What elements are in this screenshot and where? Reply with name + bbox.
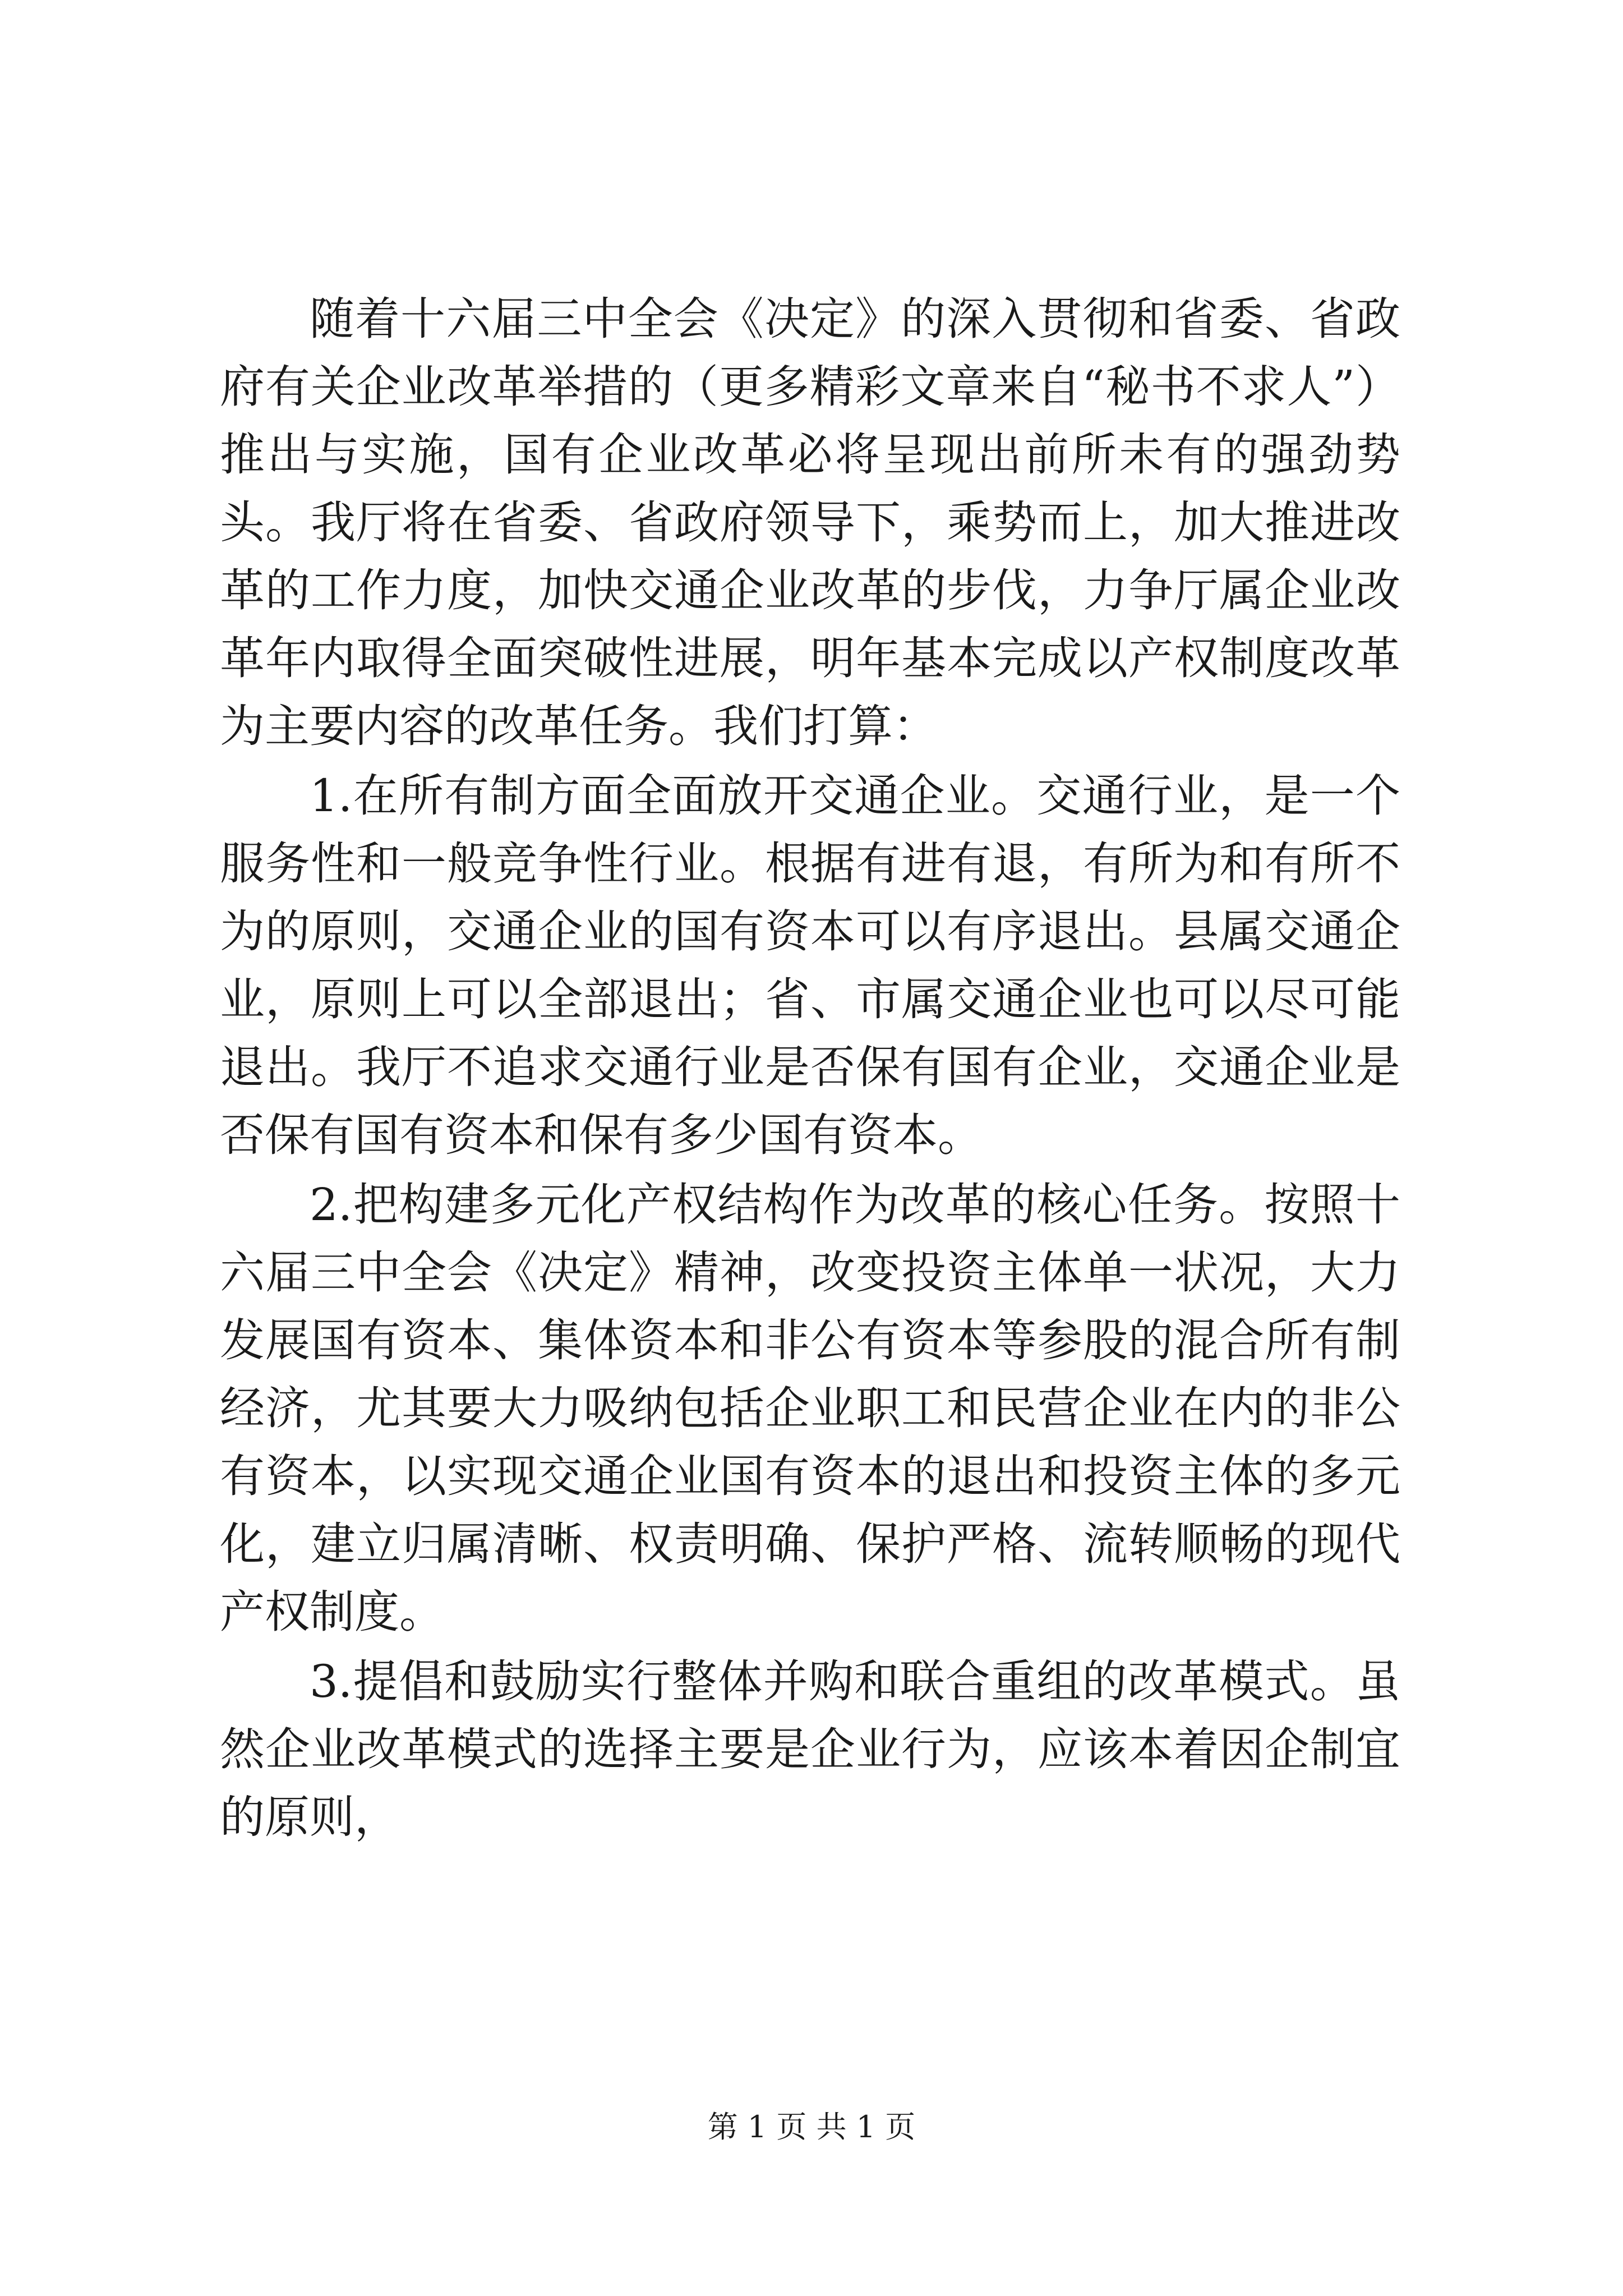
paragraph-item-1: 1.在所有制方面全面放开交通企业。交通行业，是一个服务性和一般竞争性行业。根据有进有退，有所为和有所不为的原则，交通企业的国有资本可以有序退出。县属交通企业，原则上可以全部退出；省、市属交通企业也可以尽可能退出。我厅不追求交通行业是否保有国有企业，交通企业是否保有国有资本和保有多少国有资本。 xyxy=(220,770,1400,1161)
document-body xyxy=(220,285,1400,1853)
paragraph-item-2: 2.把构建多元化产权结构作为改革的核心任务。按照十六届三中全会《决定》精神，改变投资主体单一状况，大力发展国有资本、集体资本和非公有资本等参股的混合所有制经济，尤其要大力吸纳包括企业职工和民营企业在内的非公有资本，以实现交通企业国有资本的退出和投资主体的多元化，建立归属清晰、权责明确、保护严格、流转顺畅的现代产权制度。 xyxy=(220,1179,1400,1638)
paragraph-intro: 随着十六届三中全会《决定》的深入贯彻和省委、省政府有关企业改革举措的（更多精彩文章来自“秘书不求人”）推出与实施，国有企业改革必将呈现出前所未有的强劲势头。我厅将在省委、省政府领导下，乘势而上，加大推进改革的工作力度，加快交通企业改革的步伐，力争厅属企业改革年内取得全面突破性进展，明年基本完成以产权制度改革为主要内容的改革任务。我们打算： xyxy=(220,293,1400,752)
page-footer: 第 1 页 共 1 页 xyxy=(707,2109,916,2145)
paragraph-item-3: 3.提倡和鼓励实行整体并购和联合重组的改革模式。虽然企业改革模式的选择主要是企业行为，应该本着因企制宜的原则， xyxy=(220,1655,1400,1843)
